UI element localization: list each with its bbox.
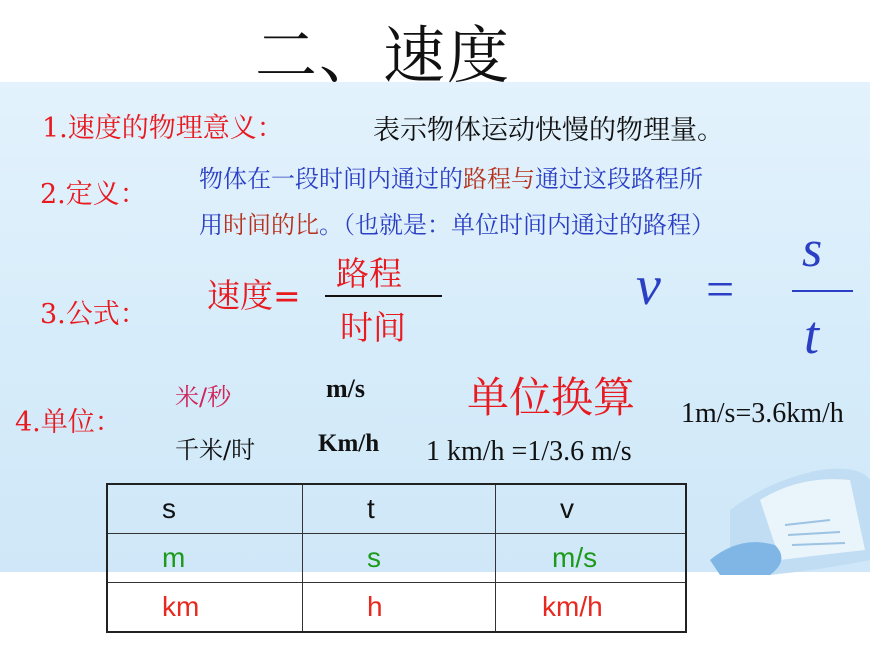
symbol-formula-v: v xyxy=(636,255,661,317)
symbol-formula-t: t xyxy=(804,305,820,365)
unit1-symbol: m/s xyxy=(326,374,365,403)
definition-text: 物体在一段时间内通过的 xyxy=(199,165,463,193)
item2-definition-line2 xyxy=(199,207,715,244)
item4-heading xyxy=(15,400,122,439)
symbol-formula-fraction-bar xyxy=(792,290,853,292)
word-formula-lhs: 速度= xyxy=(207,276,301,315)
word-formula-fraction-bar xyxy=(325,295,442,297)
table-cell: km/h xyxy=(496,583,687,633)
table-cell: m xyxy=(107,534,303,583)
table-cell: km xyxy=(107,583,303,633)
item3-heading xyxy=(40,292,147,331)
paper-scroll-decoration xyxy=(700,440,870,580)
table-header-cell: t xyxy=(303,484,496,534)
item2-label: 定义： xyxy=(65,179,147,210)
table-row xyxy=(107,534,686,583)
unit2-chinese: 千米/时 xyxy=(175,436,256,464)
item3-label: 公式： xyxy=(65,299,147,330)
units-table xyxy=(106,483,687,633)
item4-number: 4. xyxy=(15,407,41,438)
item1-label: 速度的物理意义： xyxy=(67,113,284,144)
unit2-symbol: Km/h xyxy=(318,430,380,457)
table-cell: h xyxy=(303,583,496,633)
table-cell: m/s xyxy=(496,534,687,583)
definition-text: 用 xyxy=(199,211,223,239)
word-formula-numerator: 路程 xyxy=(336,254,402,293)
symbol-formula-s: s xyxy=(802,221,823,278)
table-row xyxy=(107,583,686,633)
table-header-cell: s xyxy=(107,484,303,534)
symbol-formula-equals: = xyxy=(706,261,735,317)
page-title: 二、速度 xyxy=(255,19,512,92)
item2-number: 2. xyxy=(40,179,66,210)
item2-heading xyxy=(40,172,147,211)
table-cell: s xyxy=(303,534,496,583)
definition-text: 通过这段路程所 xyxy=(535,165,703,193)
word-formula-denominator: 时间 xyxy=(340,308,406,347)
item2-definition-line1 xyxy=(199,161,703,198)
conversion-ms-to-kmh: 1m/s=3.6km/h xyxy=(681,398,844,429)
item1-text: 表示物体运动快慢的物理量。 xyxy=(373,115,724,146)
unit1-chinese: 米/秒 xyxy=(175,383,232,411)
conversion-kmh-to-ms: 1 km/h =1/3.6 m/s xyxy=(426,436,632,467)
item3-number: 3. xyxy=(40,299,66,330)
definition-text: 与 xyxy=(511,165,535,193)
item1-heading xyxy=(42,106,284,145)
item4-label: 单位： xyxy=(40,407,122,438)
unit-conversion-title: 单位换算 xyxy=(467,373,636,422)
table-header-row xyxy=(107,484,686,534)
definition-text: 。（也就是：单位时间内通过的路程） xyxy=(319,211,715,239)
item1-number: 1. xyxy=(42,113,68,144)
definition-keyword-distance: 路程 xyxy=(463,165,511,193)
definition-keyword-time-ratio: 时间的比 xyxy=(223,211,319,239)
table-header-cell: v xyxy=(496,484,687,534)
